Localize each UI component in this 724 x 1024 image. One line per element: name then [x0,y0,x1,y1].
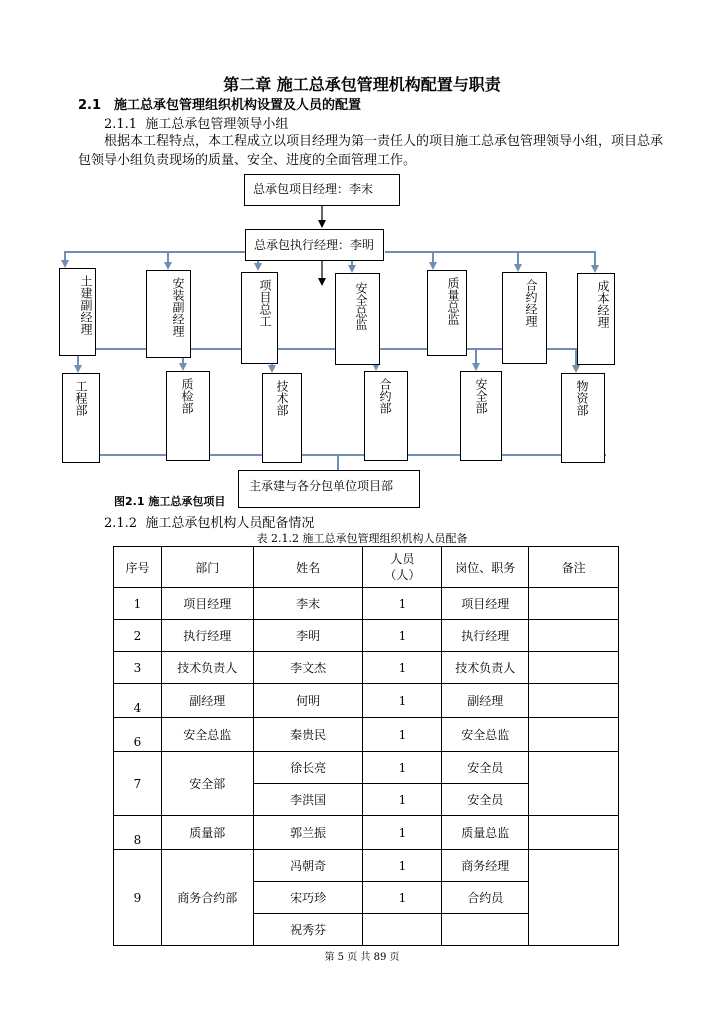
table-header-row [114,547,619,588]
level3-label: 质检部 [180,378,194,414]
level3-label: 合约部 [378,378,392,414]
table-row [114,816,619,850]
header-name: 姓名 [253,547,363,588]
cell-name: 李末 [253,588,363,620]
level2-label: 质量总监 [446,277,460,325]
executive-manager-box: 总承包执行经理：李明 [245,229,384,261]
level2-box-contract-manager [502,272,547,364]
cell-count: 1 [363,620,442,652]
section-number: 2.1 [78,98,102,113]
chapter-title: 第二章 施工总承包管理机构配置与职责 [223,75,501,94]
cell-note [529,620,619,652]
level2-box-install [146,270,191,358]
level2-label: 安装副经理 [171,277,185,337]
cell-dept: 商务合约部 [161,850,253,946]
subsection-title: 施工总承包管理领导小组 [145,117,289,132]
subsection-number: 2.1.2 [104,516,138,531]
cell-no: 4 [114,684,162,718]
cell-dept: 安全部 [161,752,253,816]
cell-dept: 安全总监 [161,718,253,752]
connector-right [385,252,595,271]
level3-label: 物资部 [575,380,589,416]
header-role: 岗位、职务 [442,547,529,588]
level3-label: 技术部 [275,380,289,416]
table-row [114,684,619,718]
cell-note [529,652,619,684]
level2-label: 合约经理 [524,279,538,327]
level3-label: 工程部 [74,380,88,416]
connector-left [65,252,245,266]
cell-dept: 执行经理 [161,620,253,652]
cell-role: 技术负责人 [442,652,529,684]
level2-box-civil [59,268,96,356]
cell-no: 9 [114,850,162,946]
cell-name: 祝秀芬 [253,914,363,946]
cell-role: 合约员 [442,882,529,914]
header-no: 序号 [114,547,162,588]
cell-no: 6 [114,718,162,752]
cell-name: 秦贵民 [253,718,363,752]
cell-name: 徐长亮 [253,752,363,784]
cell-count: 1 [363,752,442,784]
level2-box-safety-director [335,273,380,365]
cell-count: 1 [363,816,442,850]
cell-note [529,684,619,718]
cell-name: 冯朝奇 [253,850,363,882]
cell-no: 3 [114,652,162,684]
cell-name: 李洪国 [253,784,363,816]
cell-count: 1 [363,850,442,882]
subsection-number: 2.1.1 [104,117,138,132]
cell-role: 质量总监 [442,816,529,850]
level2-label: 成本经理 [596,280,610,328]
level3-label: 安全部 [474,378,488,414]
table-row [114,752,619,784]
table-row [114,718,619,752]
level3-box-safety [460,371,502,461]
cell-note [529,718,619,752]
header-dept: 部门 [161,547,253,588]
cell-role: 安全员 [442,752,529,784]
header-count-line2: （人） [384,568,421,582]
level2-label: 安全总监 [354,282,368,330]
cell-count [363,914,442,946]
level3-box-technical [262,373,302,463]
cell-no: 7 [114,752,162,816]
cell-no: 2 [114,620,162,652]
cell-note [529,850,619,946]
section-title: 施工总承包管理组织机构设置及人员的配置 [114,98,362,113]
level3-box-materials [561,373,605,463]
cell-name: 何明 [253,684,363,718]
intro-paragraph: 根据本工程特点，本工程成立以项目经理为第一责任人的项目施工总承包管理领导小组，项目总承包领导小组负责现场的质量、安全、进度的全面管理工作。 [78,134,664,168]
cell-name: 宋巧珍 [253,882,363,914]
cell-role [442,914,529,946]
cell-role: 副经理 [442,684,529,718]
cell-name: 李文杰 [253,652,363,684]
level2-label: 土建副经理 [79,275,93,335]
table-row [114,850,619,882]
cell-count: 1 [363,684,442,718]
cell-role: 商务经理 [442,850,529,882]
cell-count: 1 [363,882,442,914]
cell-count: 1 [363,588,442,620]
cell-no: 8 [114,816,162,850]
page-footer: 第 5 页 共 89 页 [324,952,400,963]
level2-box-cost-manager [577,273,615,365]
cell-dept: 副经理 [161,684,253,718]
cell-name: 李明 [253,620,363,652]
subcontractor-box: 主承建与各分包单位项目部 [238,470,420,508]
staff-table [113,546,619,946]
cell-name: 郭兰振 [253,816,363,850]
subsection-title: 施工总承包机构人员配备情况 [145,516,315,531]
cell-no: 1 [114,588,162,620]
cell-role: 安全员 [442,784,529,816]
level3-box-quality-inspection [166,371,210,461]
level3-box-contract [364,371,408,461]
cell-count: 1 [363,718,442,752]
cell-role: 项目经理 [442,588,529,620]
header-count-line1: 人员 [390,552,415,566]
table-row [114,588,619,620]
level2-box-chief-engineer [241,272,278,364]
cell-dept: 技术负责人 [161,652,253,684]
level3-box-engineering [62,373,100,463]
cell-note [529,816,619,850]
table-caption: 表 2.1.2 施工总承包管理组织机构人员配备 [256,532,468,545]
cell-role: 执行经理 [442,620,529,652]
cell-dept: 质量部 [161,816,253,850]
cell-role: 安全总监 [442,718,529,752]
table-row [114,652,619,684]
cell-note [529,588,619,620]
cell-note [529,752,619,816]
level2-box-quality-director [427,270,467,356]
header-count [363,547,442,588]
table-row [114,620,619,652]
project-manager-box: 总承包项目经理：李末 [244,174,400,206]
figure-caption: 图2.1 施工总承包项目 [114,495,226,508]
cell-count: 1 [363,784,442,816]
subsection-heading-2 [104,512,314,531]
cell-count: 1 [363,652,442,684]
level2-label: 项目总工 [258,279,272,327]
cell-dept: 项目经理 [161,588,253,620]
header-note: 备注 [529,547,619,588]
